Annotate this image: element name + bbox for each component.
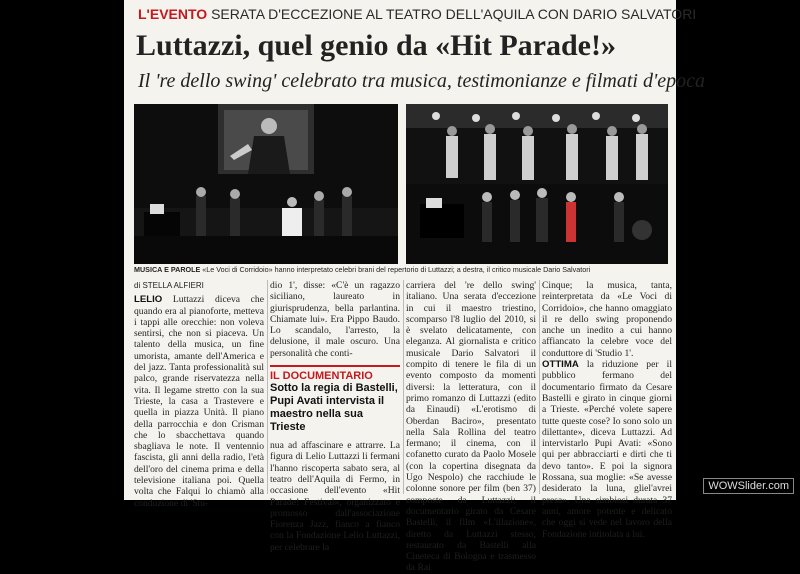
box-text: Sotto la regia di Bastelli, Pupi Avati intervista il maestro nella sua Trieste xyxy=(270,382,398,434)
article-column-4 xyxy=(542,280,672,540)
col4-lead: OTTIMA xyxy=(542,359,579,371)
article-column-2 xyxy=(270,280,400,553)
col1-text: Luttazzi diceva che quando era al pianoforte, metteva i tappi alle orecchie: non voleva sentirsi, che non si piaceva. Un talento della musica, un fine umorista, amante dell'America e del jazz. Tanta professionalità sul palco, grande riservatezza nella vita. Il legame stretto con la sua Trieste, la casa a Trastevere e quella in piazza Unità. Il piano della parrocchia e don Crisman che lo sbacchettava quando sbagliava le note. Il ventennio fascista, gli anni della radio, l'età dell'oro del cinema prima e della televisione italiana poi. Quella volta che Falqui lo chiamò alla conduzione di 'Stu- xyxy=(134,294,264,509)
caption-text: «Le Voci di Corridoio» hanno interpretato celebri brani del repertorio di Luttazzi; a destra, il critico musicale Dario Salvatori xyxy=(202,265,591,274)
col4-text-a: Cinque; la musica, tanta, reinterpretata da «Le Voci di Corridoio», che hanno omaggiato il re dello swing proponendo anche un inedito a cui hanno affiancato la celebre voce del conduttore di 'Studio 1'. xyxy=(542,280,672,359)
col3-text: carriera del 're dello swing' italiano. Una serata d'eccezione in cui il maestro triestino, scomparso l'8 luglio del 2010, si è svelato delicatamente, con eleganza. Al giornalista e critico musicale Dario Salvatori il compito di tenere le fila di un evento composto da momenti diversi: la letteratura, con il primo romanzo di Luttazzi (edito da Einaudi) «L'erotismo di Oberdan Baciro», presentato nella Sala Rollina del teatro fermano; il cinema, con il cofanetto curato da Paolo Mosele (con la copertina disegnata da Ugo Nespolo) che racchiude le colonne sonore per film (ben 37) composte da Luttazzi; il documentario girato da Cesare Bastelli, il film «L'illazione», diretto da Luttazzi stesso, restaurato da Bastelli alla Cineteca di Bologna e trasmesso da Rai xyxy=(406,280,536,574)
caption-lead: MUSICA E PAROLE xyxy=(134,265,201,274)
byline: di STELLA ALFIERI xyxy=(134,281,204,290)
column-divider xyxy=(539,280,540,494)
col4-text-b: la riduzione per il pubblico fermano del documentario firmato da Cesare Bastelli e girato in cinque giorni a Trieste. «Perché volete sapere tutte queste cose? Io sono solo un dilettante», diceva Luttazzi. Ad intervistarlo Pupi Avati: «Sono qui per abbracciarti e dirti che ti devo tanto». E poi la signora Rossana, sua moglie: «Se avesse desiderato la luna, gliel'avrei presa». Una simbiosi durata 37 anni, amore potente e delicato che oggi si vede nel lavoro della Fondazione intitolata a lui. xyxy=(542,359,672,540)
subtitle: Il 're dello swing' celebrato tra musica, testimonianze e filmati d'epoca xyxy=(138,70,706,92)
documentary-box xyxy=(270,365,400,434)
watermark: WOWSlider.com xyxy=(703,478,794,494)
photo-caption xyxy=(134,265,674,274)
kicker-text: SERATA D'ECCEZIONE AL TEATRO DELL'AQUILA CON DARIO SALVATORI xyxy=(211,6,697,22)
article-column-3 xyxy=(406,280,536,574)
headline: Luttazzi, quel genio da «Hit Parade!» xyxy=(136,29,616,62)
newspaper-page xyxy=(124,0,706,574)
col2-text-b: nua ad affascinare e attrarre. La figura di Lelio Luttazzi li fermani l'hanno riscoperta sabato sera, al teatro dell'Aquila di Fermo, in occasione dell'evento «Hit Parade! Festival», organizzato e promosso dall'associazione Fiorenza Jazz, fianco a fianco con la Fondazione Lelio Luttazzi, per celebrare la xyxy=(270,440,400,553)
kicker-label: L'EVENTO xyxy=(138,6,208,22)
column-divider xyxy=(267,280,268,494)
box-title: IL DOCUMENTARIO xyxy=(270,370,373,383)
col1-lead: LELIO xyxy=(134,294,163,306)
concert-photo-right xyxy=(406,104,668,264)
article-column-1 xyxy=(134,280,264,509)
concert-photo-left xyxy=(134,104,398,264)
section-kicker xyxy=(138,6,696,22)
col2-text-a: dio 1', disse: «C'è un ragazzo siciliano, laureato in giurisprudenza, bella parlantina. Chiamate lui». Era Pippo Baudo. Lo scandalo, l'arresto, la delusione, il male oscuro. Una personalità che conti- xyxy=(270,280,400,359)
column-divider xyxy=(403,280,404,494)
